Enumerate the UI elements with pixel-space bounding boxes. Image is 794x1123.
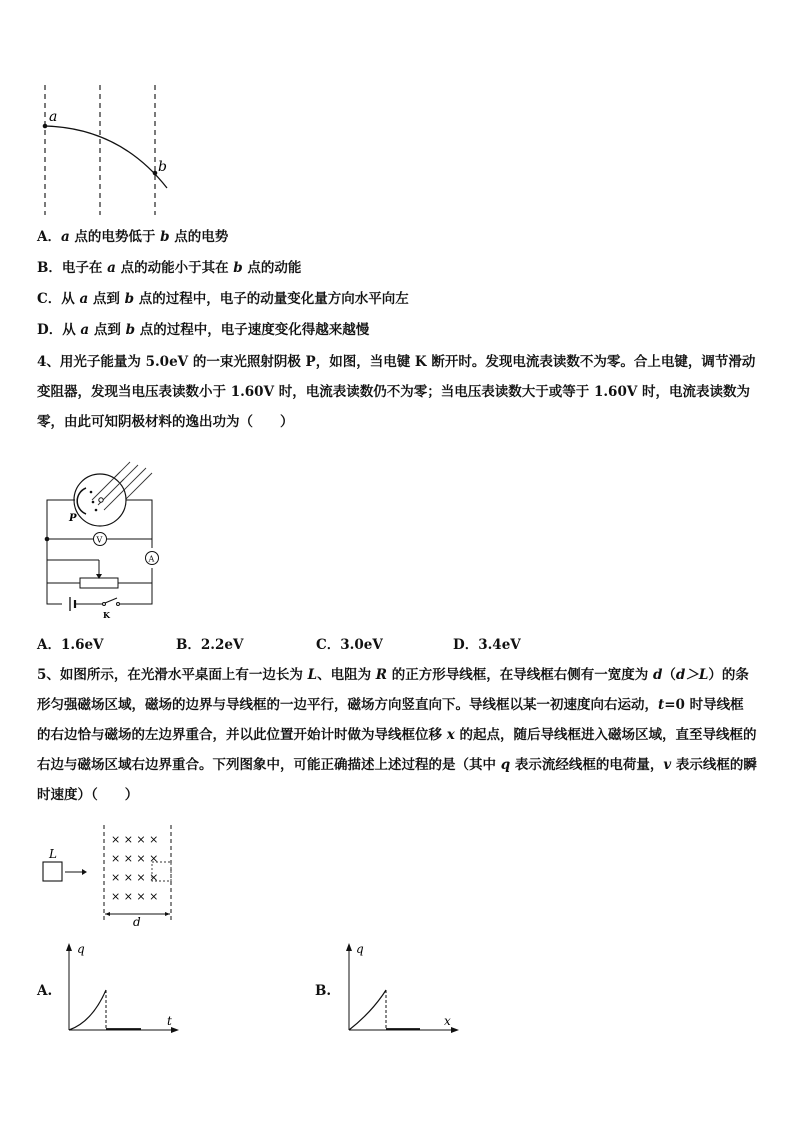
label-ammeter: A: [148, 554, 155, 564]
graph-a-ylabel: q: [77, 942, 85, 956]
graph-b-xlabel: x: [444, 1014, 451, 1028]
q5-stem: 5、如图所示，在光滑水平桌面上有一边长为 L、电阻为 R 的正方形导线框，在导线框右侧有一宽度为 d（d＞L）的条形匀强磁场区域，磁场的边界与导线框的一边平行，磁场方向竖直向下。导线框以某一初速度向右运动，t=0 时导线框的右边恰与磁场的左边界重合，并以此位置开始计时做为导线框位移 x 的起点，随后导线框进入磁场区域，直至导线框的右边与磁场区域右边界重合。下列图象中，可能正确描述上述过程的是（其中 q 表示流经线框的电荷量，v 表示线框的瞬时速度）（ ）: [37, 667, 757, 803]
label-p: P: [69, 513, 77, 524]
q4-option-c: C．3.0eV: [316, 637, 383, 653]
label-L: L: [49, 847, 57, 861]
q4-option-d: D．3.4eV: [453, 637, 521, 653]
q3-option-a: A．a 点的电势低于 b 点的电势: [37, 229, 229, 245]
cross-row-3: × × × ×: [111, 871, 159, 884]
label-v: V: [96, 535, 103, 545]
label-a: a: [49, 109, 58, 125]
cross-row-4: × × × ×: [111, 890, 159, 903]
q4-stem: 4、用光子能量为 5.0eV 的一束光照射阴极 P，如图，当电键 K 断开时。发现电流表读数不为零。合上电键，调节滑动变阻器，发现当电压表读数小于 1.60V 时，电流表读数仍不为零；当电压表读数大于或等于 1.60V 时，电流表读数为零，由此可知阴极材料的逸出功为（ ）: [37, 354, 756, 430]
label-d: d: [133, 915, 141, 929]
graph-a-letter: A.: [37, 983, 53, 999]
q3-option-c: C．从 a 点到 b 点的过程中，电子的动量变化量方向水平向左: [37, 291, 409, 307]
cross-row-2: × × × ×: [111, 852, 159, 865]
q4-option-a: A．1.6eV: [37, 637, 104, 653]
graph-b-ylabel: q: [356, 942, 364, 956]
cross-row-1: × × × ×: [111, 833, 159, 846]
q3-option-d: D．从 a 点到 b 点的过程中，电子速度变化得越来越慢: [37, 322, 370, 338]
graph-b-letter: B.: [315, 983, 332, 999]
graph-a-xlabel: t: [167, 1014, 172, 1028]
graph-b-curve: [349, 990, 386, 1030]
q4-option-b: B．2.2eV: [176, 637, 244, 653]
label-k: K: [103, 610, 110, 620]
q3-option-b: B．电子在 a 点的动能小于其在 b 点的动能: [37, 260, 302, 276]
label-b: b: [158, 159, 167, 175]
